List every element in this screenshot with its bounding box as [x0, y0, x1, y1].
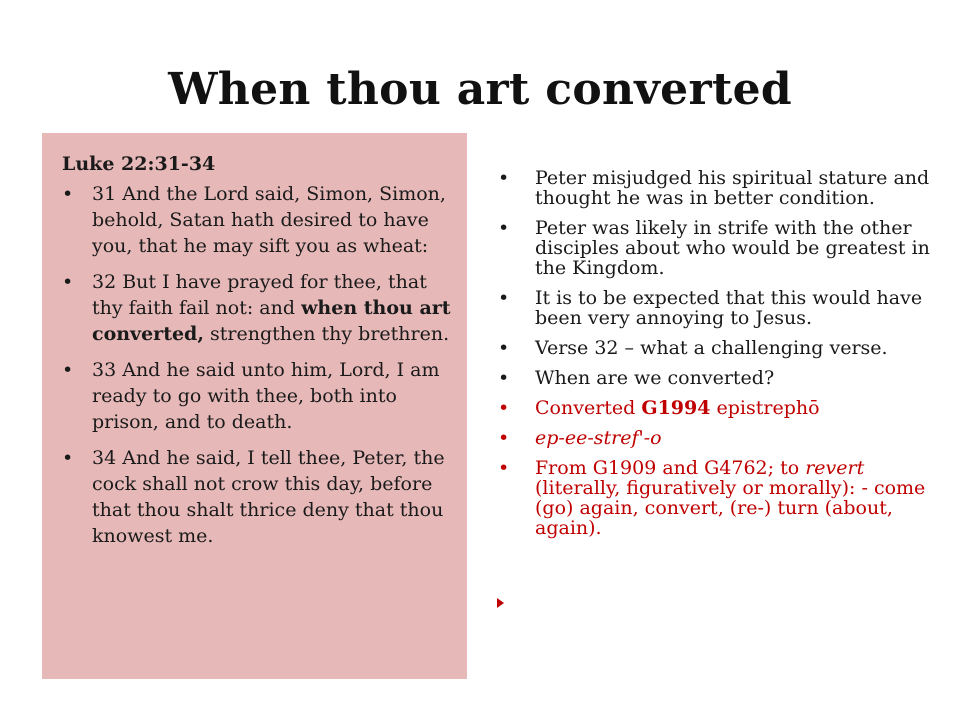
- commentary-item: [496, 288, 936, 328]
- arrow-bullet-icon: [497, 598, 504, 608]
- commentary-text: Peter was likely in strife with the other disciples about who would be greatest in the Kingdom.: [535, 217, 930, 279]
- bullet-icon: •: [498, 457, 510, 479]
- definition-emphasis: revert: [805, 457, 865, 479]
- scripture-list: [62, 181, 453, 549]
- slide-title: When thou art converted: [168, 64, 792, 115]
- commentary-item: [496, 338, 936, 358]
- verse-33: • 33 And he said unto him, Lord, I am ready to go with thee, both into prison, and to death.: [62, 357, 453, 435]
- bullet-icon: •: [498, 217, 510, 239]
- strongs-number: G1994: [641, 397, 711, 419]
- bullet-icon: •: [498, 167, 510, 189]
- strongs-entry: [496, 398, 936, 418]
- bullet-icon: •: [498, 397, 510, 419]
- verse-34: • 34 And he said, I tell thee, Peter, the cock shall not crow this day, before that thou shalt thrice deny that thou knowest me.: [62, 445, 453, 549]
- definition-start: From G1909 and G4762; to: [535, 457, 806, 479]
- definition-rest: (literally, figuratively or morally): - come (go) again, convert, (re-) turn (about, again).: [535, 477, 926, 539]
- bullet-icon: •: [498, 337, 510, 359]
- commentary-item: [496, 218, 936, 278]
- verse-32-text: 32 But I have prayed for thee, that thy faith fail not: and: [92, 271, 427, 319]
- verse-32-end: strengthen thy brethren.: [203, 323, 450, 345]
- commentary-item: [496, 368, 936, 388]
- verse-32: [62, 269, 453, 347]
- commentary-item: [496, 168, 936, 208]
- commentary-list: [496, 168, 936, 538]
- pronunciation-text: ep-ee-stref'-o: [535, 427, 662, 449]
- definition: [496, 458, 936, 538]
- strongs-label: Converted: [535, 397, 642, 419]
- greek-word: epistrephō: [710, 397, 820, 419]
- commentary-text: It is to be expected that this would have been very annoying to Jesus.: [535, 287, 923, 329]
- scripture-reference: Luke 22:31-34: [62, 153, 216, 175]
- bullet-icon: •: [498, 367, 510, 389]
- commentary-panel: [496, 168, 936, 548]
- scripture-panel: [42, 133, 467, 679]
- commentary-text: Verse 32 – what a challenging verse.: [535, 337, 888, 359]
- verse-32-emphasis: when thou art converted,: [92, 297, 451, 345]
- bullet-icon: •: [498, 287, 510, 309]
- verse-31: • 31 And the Lord said, Simon, Simon, behold, Satan hath desired to have you, that he may sift you as wheat:: [62, 181, 453, 259]
- pronunciation: [496, 428, 936, 448]
- commentary-text: When are we converted?: [535, 367, 775, 389]
- bullet-icon: •: [498, 427, 510, 449]
- commentary-text: Peter misjudged his spiritual stature and thought he was in better condition.: [535, 167, 930, 209]
